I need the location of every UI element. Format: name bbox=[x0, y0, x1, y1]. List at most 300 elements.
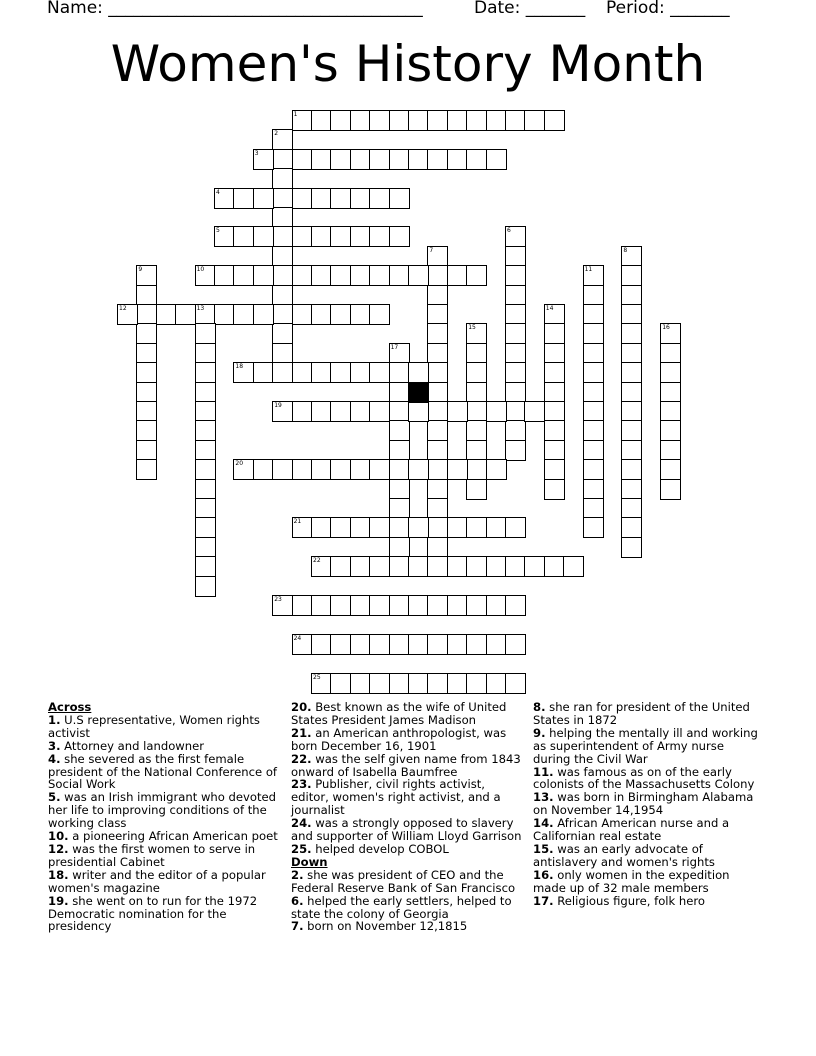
crossword-cell[interactable] bbox=[447, 149, 468, 170]
crossword-cell[interactable] bbox=[330, 595, 351, 616]
crossword-cell[interactable] bbox=[427, 110, 448, 131]
crossword-cell[interactable] bbox=[621, 517, 642, 538]
crossword-cell[interactable] bbox=[350, 517, 371, 538]
crossword-cell[interactable] bbox=[583, 382, 604, 403]
clue-number: 24. bbox=[291, 816, 312, 831]
crossword-cell[interactable] bbox=[389, 149, 410, 170]
crossword-cell[interactable] bbox=[427, 285, 448, 306]
clues-column-2 bbox=[291, 701, 523, 933]
crossword-cell[interactable] bbox=[486, 634, 507, 655]
crossword-cell[interactable] bbox=[136, 401, 157, 422]
crossword-cell[interactable] bbox=[369, 188, 390, 209]
crossword-cell[interactable] bbox=[136, 304, 157, 325]
crossword-cell[interactable] bbox=[369, 595, 390, 616]
crossword-cell[interactable] bbox=[505, 110, 526, 131]
crossword-cell[interactable] bbox=[466, 265, 487, 286]
crossword-cell[interactable] bbox=[427, 673, 448, 694]
crossword-cell[interactable] bbox=[466, 556, 487, 577]
crossword-cell[interactable] bbox=[292, 401, 313, 422]
crossword-cell[interactable] bbox=[330, 556, 351, 577]
crossword-cell[interactable] bbox=[136, 323, 157, 344]
crossword-cell[interactable] bbox=[466, 110, 487, 131]
crossword-cell[interactable] bbox=[427, 517, 448, 538]
crossword-cell[interactable] bbox=[486, 556, 507, 577]
crossword-cell[interactable] bbox=[427, 537, 448, 558]
crossword-cell[interactable] bbox=[330, 362, 351, 383]
crossword-cell[interactable] bbox=[389, 440, 410, 461]
crossword-cell[interactable] bbox=[195, 382, 216, 403]
crossword-cell[interactable] bbox=[330, 517, 351, 538]
crossword-cell[interactable] bbox=[292, 149, 313, 170]
crossword-cell[interactable] bbox=[330, 265, 351, 286]
crossword-cell[interactable] bbox=[447, 517, 468, 538]
clue-number-label: 14 bbox=[545, 305, 554, 312]
crossword-cell[interactable] bbox=[350, 556, 371, 577]
crossword-cell[interactable] bbox=[583, 517, 604, 538]
crossword-cell[interactable] bbox=[505, 440, 526, 461]
crossword-cell[interactable] bbox=[544, 382, 565, 403]
clue-text: she severed as the first female president of the National Conference of Social Work bbox=[48, 751, 278, 792]
crossword-cell[interactable] bbox=[175, 304, 196, 325]
crossword-cell[interactable] bbox=[272, 265, 293, 286]
crossword-cell[interactable] bbox=[427, 401, 448, 422]
crossword-cell[interactable] bbox=[505, 285, 526, 306]
crossword-cell[interactable] bbox=[292, 304, 313, 325]
crossword-cell[interactable] bbox=[253, 304, 274, 325]
crossword-cell[interactable] bbox=[621, 537, 642, 558]
crossword-cell[interactable] bbox=[389, 110, 410, 131]
crossword-cell[interactable] bbox=[544, 479, 565, 500]
clue-text: she went on to run for the 1972 Democratic nomination for the presidency bbox=[48, 893, 258, 934]
clue-text: was the first women to serve in presidential Cabinet bbox=[48, 841, 256, 869]
crossword-cell[interactable] bbox=[389, 401, 410, 422]
crossword-cell[interactable] bbox=[427, 304, 448, 325]
crossword-cell[interactable] bbox=[447, 265, 468, 286]
crossword-cell[interactable] bbox=[466, 149, 487, 170]
crossword-cell[interactable] bbox=[505, 401, 526, 422]
crossword-cell[interactable] bbox=[447, 401, 468, 422]
crossword-cell[interactable] bbox=[195, 556, 216, 577]
crossword-cell[interactable] bbox=[311, 304, 332, 325]
crossword-cell[interactable] bbox=[505, 420, 526, 441]
crossword-cell[interactable] bbox=[369, 517, 390, 538]
crossword-cell[interactable] bbox=[660, 362, 681, 383]
clue-number: 5. bbox=[48, 790, 61, 805]
clue-number-label: 13 bbox=[196, 305, 205, 312]
clue-number: 1. bbox=[48, 712, 61, 727]
crossword-cell[interactable] bbox=[350, 110, 371, 131]
crossword-cell[interactable] bbox=[311, 226, 332, 247]
crossword-cell[interactable] bbox=[369, 401, 390, 422]
crossword-cell[interactable] bbox=[408, 110, 429, 131]
crossword-cell[interactable] bbox=[447, 110, 468, 131]
crossword-cell[interactable] bbox=[408, 149, 429, 170]
crossword-cell[interactable] bbox=[369, 459, 390, 480]
crossword-cell[interactable] bbox=[621, 479, 642, 500]
crossword-cell[interactable] bbox=[486, 401, 507, 422]
crossword-cell[interactable] bbox=[292, 188, 313, 209]
crossword-cell[interactable] bbox=[350, 304, 371, 325]
crossword-cell[interactable] bbox=[427, 343, 448, 364]
crossword-cell[interactable] bbox=[369, 362, 390, 383]
crossword-cell[interactable] bbox=[486, 149, 507, 170]
crossword-cell[interactable] bbox=[486, 517, 507, 538]
clue-item bbox=[533, 791, 765, 817]
crossword-cell[interactable] bbox=[389, 673, 410, 694]
crossword-cell[interactable] bbox=[136, 459, 157, 480]
crossword-cell[interactable] bbox=[447, 634, 468, 655]
crossword-cell[interactable] bbox=[389, 537, 410, 558]
crossword-cell[interactable] bbox=[660, 382, 681, 403]
crossword-cell[interactable] bbox=[544, 440, 565, 461]
crossword-cell[interactable] bbox=[466, 517, 487, 538]
crossword-cell[interactable] bbox=[253, 226, 274, 247]
crossword-cell[interactable] bbox=[272, 304, 293, 325]
crossword-cell[interactable] bbox=[330, 110, 351, 131]
clue-text: was the self given name from 1843 onward of Isabella Baumfree bbox=[291, 751, 521, 779]
crossword-cell[interactable] bbox=[311, 459, 332, 480]
crossword-cell[interactable] bbox=[621, 265, 642, 286]
crossword-cell[interactable] bbox=[486, 459, 507, 480]
crossword-cell[interactable] bbox=[214, 265, 235, 286]
crossword-cell[interactable] bbox=[505, 634, 526, 655]
crossword-cell[interactable] bbox=[427, 362, 448, 383]
crossword-cell[interactable] bbox=[136, 420, 157, 441]
crossword-cell[interactable] bbox=[136, 343, 157, 364]
crossword-cell[interactable] bbox=[466, 401, 487, 422]
crossword-cell[interactable] bbox=[427, 323, 448, 344]
crossword-cell[interactable] bbox=[233, 188, 254, 209]
crossword-cell[interactable] bbox=[583, 362, 604, 383]
crossword-cell[interactable] bbox=[427, 479, 448, 500]
crossword-cell[interactable] bbox=[195, 420, 216, 441]
crossword-cell[interactable] bbox=[195, 479, 216, 500]
crossword-cell[interactable] bbox=[544, 401, 565, 422]
crossword-cell[interactable] bbox=[389, 595, 410, 616]
crossword-cell[interactable] bbox=[253, 459, 274, 480]
crossword-cell[interactable] bbox=[389, 382, 410, 403]
crossword-cell[interactable] bbox=[621, 498, 642, 519]
crossword-cell[interactable] bbox=[330, 634, 351, 655]
date-field[interactable]: Date: _______ bbox=[474, 0, 586, 18]
crossword-cell[interactable] bbox=[389, 362, 410, 383]
crossword-cell[interactable] bbox=[369, 226, 390, 247]
crossword-cell[interactable] bbox=[621, 362, 642, 383]
crossword-cell[interactable] bbox=[621, 343, 642, 364]
crossword-cell[interactable] bbox=[311, 634, 332, 655]
crossword-cell[interactable] bbox=[272, 323, 293, 344]
crossword-cell[interactable] bbox=[505, 362, 526, 383]
crossword-cell[interactable] bbox=[660, 459, 681, 480]
clue-number: 12. bbox=[48, 841, 69, 856]
crossword-cell[interactable] bbox=[466, 673, 487, 694]
crossword-cell[interactable] bbox=[505, 343, 526, 364]
crossword-cell[interactable] bbox=[466, 479, 487, 500]
crossword-cell[interactable] bbox=[408, 556, 429, 577]
crossword-cell[interactable] bbox=[136, 362, 157, 383]
crossword-cell[interactable] bbox=[621, 459, 642, 480]
crossword-cell[interactable] bbox=[253, 265, 274, 286]
clue-number-label: 21 bbox=[293, 518, 302, 526]
crossword-cell[interactable] bbox=[505, 517, 526, 538]
crossword-cell[interactable] bbox=[408, 265, 429, 286]
crossword-cell[interactable] bbox=[369, 556, 390, 577]
crossword-cell[interactable] bbox=[369, 265, 390, 286]
crossword-cell[interactable] bbox=[272, 168, 293, 189]
clue-number: 8. bbox=[533, 700, 546, 714]
crossword-cell[interactable] bbox=[330, 304, 351, 325]
clue-text: Publisher, civil rights activist, editor, women's right activist, and a journalist bbox=[291, 777, 501, 818]
crossword-cell[interactable] bbox=[583, 343, 604, 364]
crossword-cell[interactable] bbox=[427, 420, 448, 441]
crossword-cell[interactable] bbox=[195, 517, 216, 538]
crossword-cell[interactable] bbox=[389, 556, 410, 577]
crossword-cell[interactable] bbox=[427, 556, 448, 577]
crossword-cell[interactable] bbox=[195, 498, 216, 519]
crossword-cell[interactable] bbox=[544, 323, 565, 344]
crossword-cell[interactable] bbox=[427, 459, 448, 480]
crossword-cell[interactable] bbox=[195, 401, 216, 422]
clue-number-label: 16 bbox=[662, 324, 670, 332]
crossword-cell[interactable] bbox=[408, 517, 429, 538]
crossword-cell[interactable] bbox=[621, 285, 642, 306]
crossword-cell[interactable] bbox=[253, 188, 274, 209]
crossword-cell[interactable] bbox=[408, 459, 429, 480]
crossword-cell[interactable] bbox=[505, 323, 526, 344]
crossword-cell[interactable] bbox=[583, 498, 604, 519]
crossword-cell[interactable] bbox=[156, 304, 177, 325]
crossword-cell[interactable] bbox=[544, 343, 565, 364]
crossword-cell[interactable] bbox=[350, 226, 371, 247]
clue-number-label: 6 bbox=[507, 227, 511, 235]
crossword-cell[interactable] bbox=[660, 420, 681, 441]
crossword-cell[interactable] bbox=[466, 595, 487, 616]
crossword-cell[interactable] bbox=[621, 323, 642, 344]
name-field[interactable]: Name: _____________________________________ bbox=[47, 0, 423, 18]
crossword-cell[interactable] bbox=[583, 285, 604, 306]
crossword-cell[interactable] bbox=[136, 285, 157, 306]
crossword-cell[interactable] bbox=[389, 265, 410, 286]
crossword-cell[interactable] bbox=[447, 673, 468, 694]
crossword-cell[interactable] bbox=[195, 459, 216, 480]
crossword-cell[interactable] bbox=[272, 362, 293, 383]
crossword-cell[interactable] bbox=[505, 304, 526, 325]
crossword-cell[interactable] bbox=[621, 420, 642, 441]
crossword-cell[interactable] bbox=[544, 459, 565, 480]
crossword-cell[interactable] bbox=[505, 265, 526, 286]
crossword-cell[interactable] bbox=[369, 110, 390, 131]
crossword-cell[interactable] bbox=[272, 226, 293, 247]
clue-item bbox=[291, 895, 523, 921]
crossword-cell[interactable] bbox=[350, 401, 371, 422]
crossword-cell[interactable] bbox=[660, 343, 681, 364]
crossword-cell[interactable] bbox=[272, 246, 293, 267]
crossword-cell[interactable] bbox=[272, 459, 293, 480]
crossword-cell[interactable] bbox=[292, 459, 313, 480]
crossword-cell[interactable] bbox=[544, 556, 565, 577]
crossword-cell[interactable] bbox=[330, 459, 351, 480]
crossword-cell[interactable] bbox=[369, 149, 390, 170]
crossword-cell[interactable] bbox=[330, 226, 351, 247]
crossword-cell[interactable] bbox=[621, 304, 642, 325]
crossword-cell[interactable] bbox=[389, 634, 410, 655]
crossword-cell[interactable] bbox=[447, 595, 468, 616]
crossword-cell[interactable] bbox=[292, 265, 313, 286]
crossword-cell[interactable] bbox=[466, 634, 487, 655]
crossword-cell[interactable] bbox=[195, 323, 216, 344]
crossword-cell[interactable] bbox=[330, 149, 351, 170]
crossword-cell[interactable] bbox=[621, 382, 642, 403]
crossword-cell[interactable] bbox=[583, 459, 604, 480]
crossword-cell[interactable] bbox=[408, 595, 429, 616]
crossword-cell[interactable] bbox=[272, 188, 293, 209]
crossword-cell[interactable] bbox=[408, 401, 429, 422]
crossword-cell[interactable] bbox=[311, 149, 332, 170]
crossword-cell[interactable] bbox=[466, 343, 487, 364]
clue-number-label: 15 bbox=[468, 324, 476, 332]
crossword-cell[interactable] bbox=[583, 304, 604, 325]
crossword-cell[interactable] bbox=[389, 479, 410, 500]
crossword-cell[interactable] bbox=[350, 673, 371, 694]
crossword-cell[interactable] bbox=[505, 382, 526, 403]
crossword-cell[interactable] bbox=[427, 498, 448, 519]
crossword-cell[interactable] bbox=[505, 595, 526, 616]
crossword-cell[interactable] bbox=[136, 382, 157, 403]
clue-number-label: 24 bbox=[293, 634, 302, 642]
crossword-cell[interactable] bbox=[233, 265, 254, 286]
crossword-cell[interactable] bbox=[466, 382, 487, 403]
clue-item bbox=[291, 817, 523, 843]
crossword-cell[interactable] bbox=[427, 149, 448, 170]
clue-number: 3. bbox=[48, 738, 61, 753]
crossword-cell[interactable] bbox=[544, 110, 565, 131]
across-clue-list bbox=[48, 714, 280, 933]
crossword-cell[interactable] bbox=[350, 188, 371, 209]
crossword-cell[interactable] bbox=[311, 401, 332, 422]
crossword-cell[interactable] bbox=[292, 226, 313, 247]
crossword-cell[interactable] bbox=[660, 401, 681, 422]
crossword-cell[interactable] bbox=[544, 420, 565, 441]
crossword-cell[interactable] bbox=[292, 595, 313, 616]
crossword-cell[interactable] bbox=[427, 595, 448, 616]
crossword-cell[interactable] bbox=[524, 110, 545, 131]
crossword-cell[interactable] bbox=[583, 479, 604, 500]
crossword-cell[interactable] bbox=[447, 556, 468, 577]
crossword-cell[interactable] bbox=[427, 440, 448, 461]
crossword-cell[interactable] bbox=[195, 440, 216, 461]
crossword-cell[interactable] bbox=[427, 634, 448, 655]
crossword-cell[interactable] bbox=[660, 479, 681, 500]
crossword-cell[interactable] bbox=[350, 459, 371, 480]
clue-number-label: 19 bbox=[274, 402, 282, 409]
crossword-cell[interactable] bbox=[563, 556, 584, 577]
crossword-cell[interactable] bbox=[311, 110, 332, 131]
crossword-cell[interactable] bbox=[447, 459, 468, 480]
crossword-cell[interactable] bbox=[311, 595, 332, 616]
crossword-cell[interactable] bbox=[505, 556, 526, 577]
crossword-cell[interactable] bbox=[311, 517, 332, 538]
crossword-cell[interactable] bbox=[272, 207, 293, 228]
crossword-cell[interactable] bbox=[583, 440, 604, 461]
crossword-cell[interactable] bbox=[427, 265, 448, 286]
crossword-cell[interactable] bbox=[505, 673, 526, 694]
crossword-cell[interactable] bbox=[486, 595, 507, 616]
crossword-cell[interactable] bbox=[466, 440, 487, 461]
crossword-cell[interactable] bbox=[427, 382, 448, 403]
crossword-cell[interactable] bbox=[292, 362, 313, 383]
crossword-cell[interactable] bbox=[311, 362, 332, 383]
crossword-cell[interactable] bbox=[505, 246, 526, 267]
clue-number: 23. bbox=[291, 777, 312, 792]
crossword-cell[interactable] bbox=[369, 634, 390, 655]
crossword-cell[interactable] bbox=[389, 226, 410, 247]
crossword-cell[interactable] bbox=[408, 634, 429, 655]
crossword-cell[interactable] bbox=[369, 673, 390, 694]
crossword-cell[interactable] bbox=[233, 226, 254, 247]
crossword-cell[interactable] bbox=[466, 459, 487, 480]
crossword-cell[interactable] bbox=[350, 362, 371, 383]
clue-number-label: 25 bbox=[313, 673, 321, 681]
crossword-cell[interactable] bbox=[330, 188, 351, 209]
crossword-cell[interactable] bbox=[389, 459, 410, 480]
crossword-cell[interactable] bbox=[486, 673, 507, 694]
crossword-cell[interactable] bbox=[389, 517, 410, 538]
crossword-cell[interactable] bbox=[621, 401, 642, 422]
crossword-cell[interactable] bbox=[195, 362, 216, 383]
crossword-cell[interactable] bbox=[350, 265, 371, 286]
crossword-cell[interactable] bbox=[408, 362, 429, 383]
crossword-cell[interactable] bbox=[524, 556, 545, 577]
crossword-cell[interactable] bbox=[389, 498, 410, 519]
crossword-cell[interactable] bbox=[389, 188, 410, 209]
crossword-cell[interactable] bbox=[583, 323, 604, 344]
crossword-cell[interactable] bbox=[486, 110, 507, 131]
crossword-cell[interactable] bbox=[195, 537, 216, 558]
crossword-cell[interactable] bbox=[350, 595, 371, 616]
crossword-cell[interactable] bbox=[330, 673, 351, 694]
crossword-cell[interactable] bbox=[583, 401, 604, 422]
crossword-cell[interactable] bbox=[311, 265, 332, 286]
crossword-cell[interactable] bbox=[544, 362, 565, 383]
clue-text: a pioneering African American poet bbox=[68, 829, 278, 844]
crossword-cell[interactable] bbox=[389, 420, 410, 441]
crossword-cell[interactable] bbox=[350, 149, 371, 170]
crossword-cell[interactable] bbox=[272, 285, 293, 306]
crossword-cell[interactable] bbox=[136, 440, 157, 461]
crossword-cell[interactable] bbox=[621, 440, 642, 461]
crossword-cell[interactable] bbox=[330, 401, 351, 422]
crossword-cell[interactable] bbox=[369, 304, 390, 325]
crossword-cell[interactable] bbox=[583, 420, 604, 441]
crossword-cell[interactable] bbox=[408, 673, 429, 694]
crossword-cell[interactable] bbox=[466, 420, 487, 441]
crossword-cell[interactable] bbox=[272, 343, 293, 364]
crossword-cell[interactable] bbox=[253, 362, 274, 383]
crossword-cell[interactable] bbox=[272, 149, 293, 170]
period-field[interactable]: Period: _______ bbox=[606, 0, 730, 18]
crossword-cell[interactable] bbox=[350, 634, 371, 655]
crossword-cell[interactable] bbox=[524, 401, 545, 422]
crossword-cell[interactable] bbox=[195, 343, 216, 364]
crossword-cell[interactable] bbox=[214, 304, 235, 325]
clue-item bbox=[291, 869, 523, 895]
crossword-cell[interactable] bbox=[311, 188, 332, 209]
crossword-cell[interactable] bbox=[466, 362, 487, 383]
crossword-cell[interactable] bbox=[233, 304, 254, 325]
clue-number-label: 22 bbox=[313, 557, 321, 565]
crossword-cell[interactable] bbox=[660, 440, 681, 461]
crossword-cell[interactable] bbox=[195, 576, 216, 597]
